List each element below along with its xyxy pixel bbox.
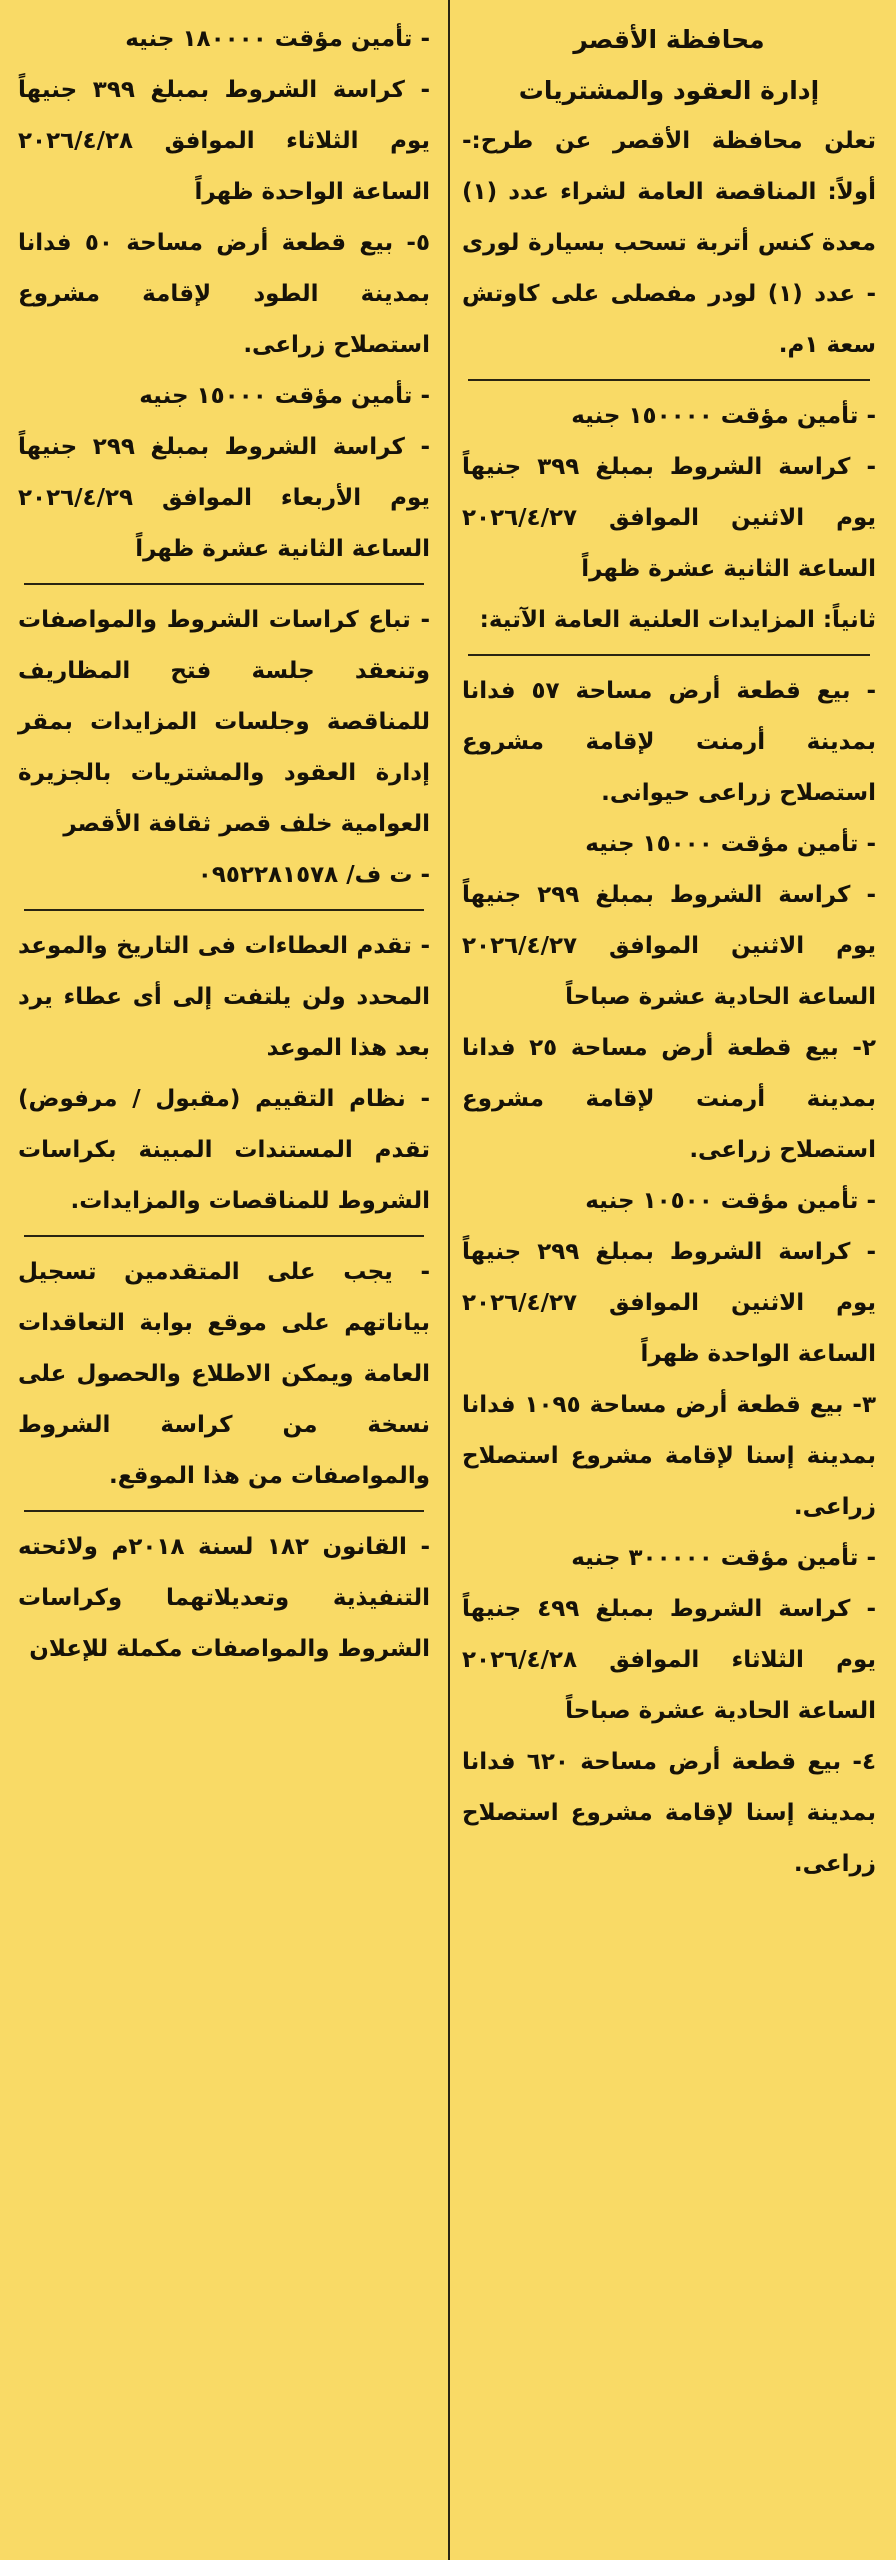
ad-paragraph: - تباع كراسات الشروط والمواصفات وتنعقد جلسة فتح المظاريف للمناقصة وجلسات المزايدات بمقر إدارة العقود والمشتريات بالجزيرة العوامية خلف قصر ثقافة الأقصر <box>18 607 430 837</box>
ad-paragraph: - نظام التقييم (مقبول / مرفوض) تقدم المستندات المبينة بكراسات الشروط للمناقصات والمزايدات. <box>18 1086 430 1214</box>
ad-paragraph: - تأمين مؤقت ١٥٠٠٠ جنيه <box>139 383 430 409</box>
ad-paragraph: - كراسة الشروط بمبلغ ٤٩٩ جنيهاً يوم الثلاثاء الموافق ٢٠٢٦/٤/٢٨ الساعة الحادية عشرة صباحاً <box>462 1596 876 1724</box>
ad-paragraph: - تأمين مؤقت ١٥٠٠٠ جنيه <box>585 831 876 857</box>
ad-paragraph: - القانون ١٨٢ لسنة ٢٠١٨م ولائحته التنفيذية وتعديلاتهما وكراسات الشروط والمواصفات مكملة للإعلان <box>18 1534 430 1662</box>
ad-paragraph: - كراسة الشروط بمبلغ ٢٩٩ جنيهاً يوم الاثنين الموافق ٢٠٢٦/٤/٢٧ الساعة الحادية عشرة صباحاً <box>462 882 876 1010</box>
section-separator <box>468 379 870 381</box>
ad-paragraph: - بيع قطعة أرض مساحة ٥٧ فدانا بمدينة أرمنت لإقامة مشروع استصلاح زراعى حيوانى. <box>462 678 876 806</box>
ad-paragraph: - تأمين مؤقت ١٠٥٠٠ جنيه <box>585 1188 876 1214</box>
ad-paragraph: ٥- بيع قطعة أرض مساحة ٥٠ فدانا بمدينة الطود لإقامة مشروع استصلاح زراعى. <box>18 230 430 358</box>
ad-paragraph: - تأمين مؤقت ١٨٠٠٠٠ جنيه <box>125 26 430 52</box>
ad-paragraph: - كراسة الشروط بمبلغ ٣٩٩ جنيهاً يوم الثلاثاء الموافق ٢٠٢٦/٤/٢٨ الساعة الواحدة ظهراً <box>18 77 431 205</box>
ad-paragraph: - ت ف/ ٠٩٥٢٢٨١٥٧٨ <box>197 862 430 888</box>
ad-heading: إدارة العقود والمشتريات <box>518 76 820 105</box>
ad-paragraph: - كراسة الشروط بمبلغ ٢٩٩ جنيهاً يوم الاثنين الموافق ٢٠٢٦/٤/٢٧ الساعة الواحدة ظهراً <box>462 1239 876 1367</box>
ad-paragraph: - تأمين مؤقت ١٥٠٠٠٠ جنيه <box>571 403 876 429</box>
left-column <box>0 0 448 1675</box>
ad-paragraph: - تقدم العطاءات فى التاريخ والموعد المحدد ولن يلتفت إلى أى عطاء يرد بعد هذا الموعد <box>18 933 430 1061</box>
ad-paragraph: - يجب على المتقدمين تسجيل بياناتهم على موقع بوابة التعاقدات العامة ويمكن الاطلاع والحصول على نسخة من كراسة الشروط والمواصفات من هذا الموقع. <box>18 1259 430 1489</box>
ad-heading: محافظة الأقصر <box>573 25 765 54</box>
section-separator <box>24 1510 424 1512</box>
right-column <box>448 0 896 1890</box>
ad-paragraph: - كراسة الشروط بمبلغ ٣٩٩ جنيهاً يوم الاثنين الموافق ٢٠٢٦/٤/٢٧ الساعة الثانية عشرة ظهراً <box>462 454 876 582</box>
ad-paragraph: ٢- بيع قطعة أرض مساحة ٢٥ فدانا بمدينة أرمنت لإقامة مشروع استصلاح زراعى. <box>462 1035 876 1163</box>
ad-paragraph: ٤- بيع قطعة أرض مساحة ٦٢٠ فدانا بمدينة إسنا لإقامة مشروع استصلاح زراعى. <box>462 1749 876 1877</box>
section-separator <box>24 583 424 585</box>
section-separator <box>24 1235 424 1237</box>
ad-paragraph: - كراسة الشروط بمبلغ ٢٩٩ جنيهاً يوم الأربعاء الموافق ٢٠٢٦/٤/٢٩ الساعة الثانية عشرة ظهراً <box>18 434 431 562</box>
ad-paragraph: تعلن محافظة الأقصر عن طرح:- أولاً: المناقصة العامة لشراء عدد (١) معدة كنس أتربة تسحب بسيارة لورى - عدد (١) لودر مفصلى على كاوتش سعة ١م. <box>462 128 876 358</box>
column-divider <box>448 0 450 2560</box>
ad-paragraph: ثانياً: المزايدات العلنية العامة الآتية: <box>479 607 876 633</box>
section-separator <box>24 909 424 911</box>
ad-paragraph: ٣- بيع قطعة أرض مساحة ١٠٩٥ فدانا بمدينة إسنا لإقامة مشروع استصلاح زراعى. <box>462 1392 876 1520</box>
section-separator <box>468 654 870 656</box>
ad-paragraph: - تأمين مؤقت ٣٠٠٠٠٠ جنيه <box>571 1545 876 1571</box>
